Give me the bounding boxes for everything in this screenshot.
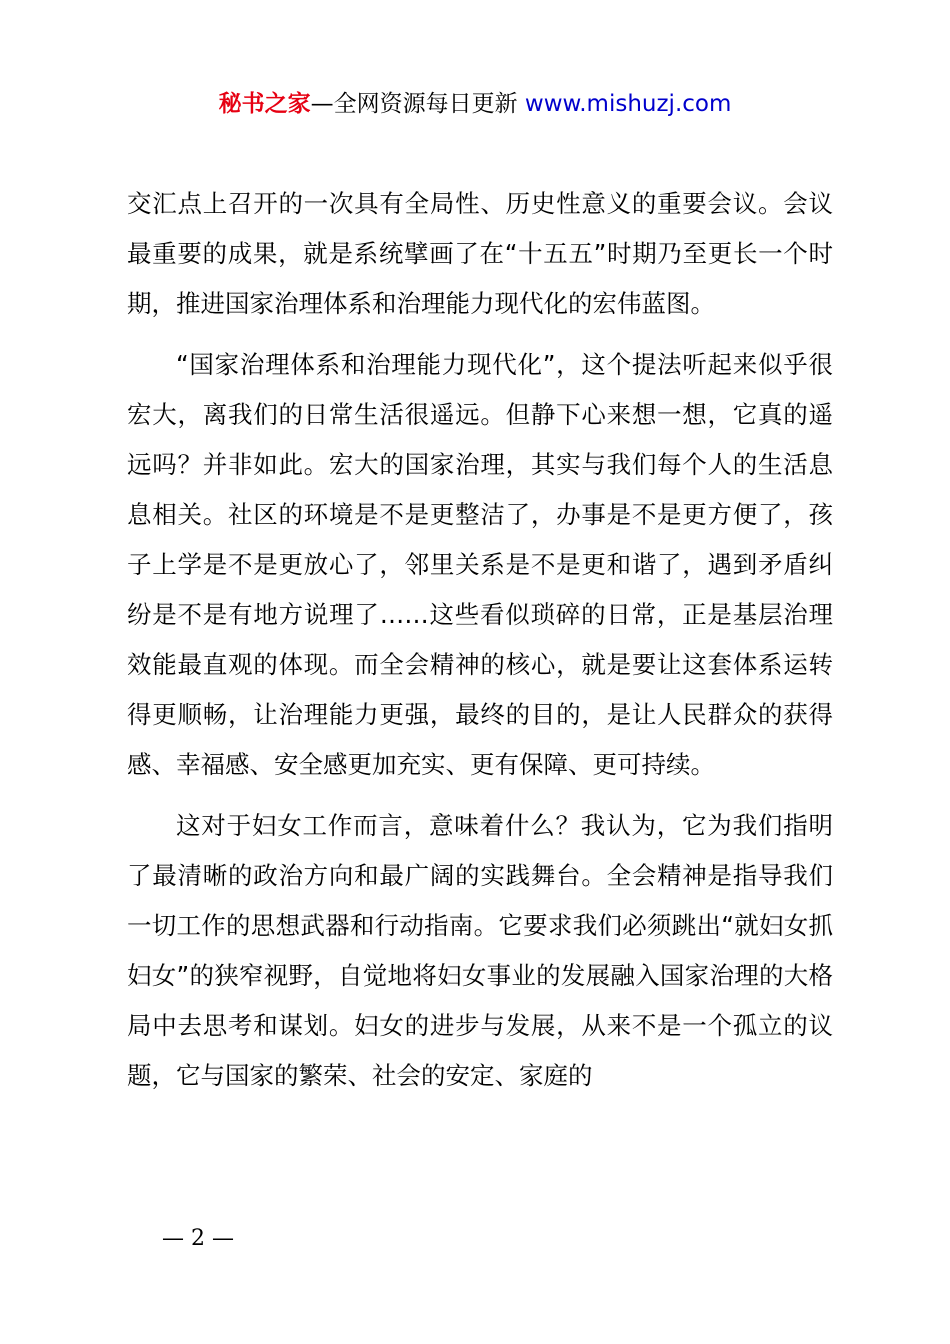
site-header bbox=[0, 84, 950, 124]
site-url: www.mishuzj.com bbox=[524, 91, 732, 117]
site-brand: 秘书之家 bbox=[218, 91, 311, 117]
page-number: — 2 — bbox=[162, 1226, 234, 1251]
paragraph-2: “国家治理体系和治理能力现代化”，这个提法听起来似乎很宏大，离我们的日常生活很遥远。但静下心来想一想，它真的遥远吗？并非如此。宏大的国家治理，其实与我们每个人的生活息息相关。社区的环境是不是更整洁了，办事是不是更方便了，孩子上学是不是更放心了，邻里关系是不是更和谐了，遇到矛盾纠纷是不是有地方说理了……这些看似琐碎的日常，正是基层治理效能最直观的体现。而全会精神的核心，就是要让这套体系运转得更顺畅，让治理能力更强，最终的目的，是让人民群众的获得感、幸福感、安全感更加充实、更有保障、更可持续。 bbox=[127, 350, 833, 779]
site-tagline: —全网资源每日更新 bbox=[310, 91, 525, 117]
paragraph-1: 交汇点上召开的一次具有全局性、历史性意义的重要会议。会议最重要的成果，就是系统擘画了在“十五五”时期乃至更长一个时期，推进国家治理体系和治理能力现代化的宏伟蓝图。 bbox=[127, 189, 833, 318]
paragraph-3: 这对于妇女工作而言，意味着什么？我认为，它为我们指明了最清晰的政治方向和最广阔的实践舞台。全会精神是指导我们一切工作的思想武器和行动指南。它要求我们必须跳出“就妇女抓妇女”的狭窄视野，自觉地将妇女事业的发展融入国家治理的大格局中去思考和谋划。妇女的进步与发展，从来不是一个孤立的议题，它与国家的繁荣、社会的安定、家庭的 bbox=[127, 811, 833, 1090]
document-body bbox=[127, 179, 833, 1112]
